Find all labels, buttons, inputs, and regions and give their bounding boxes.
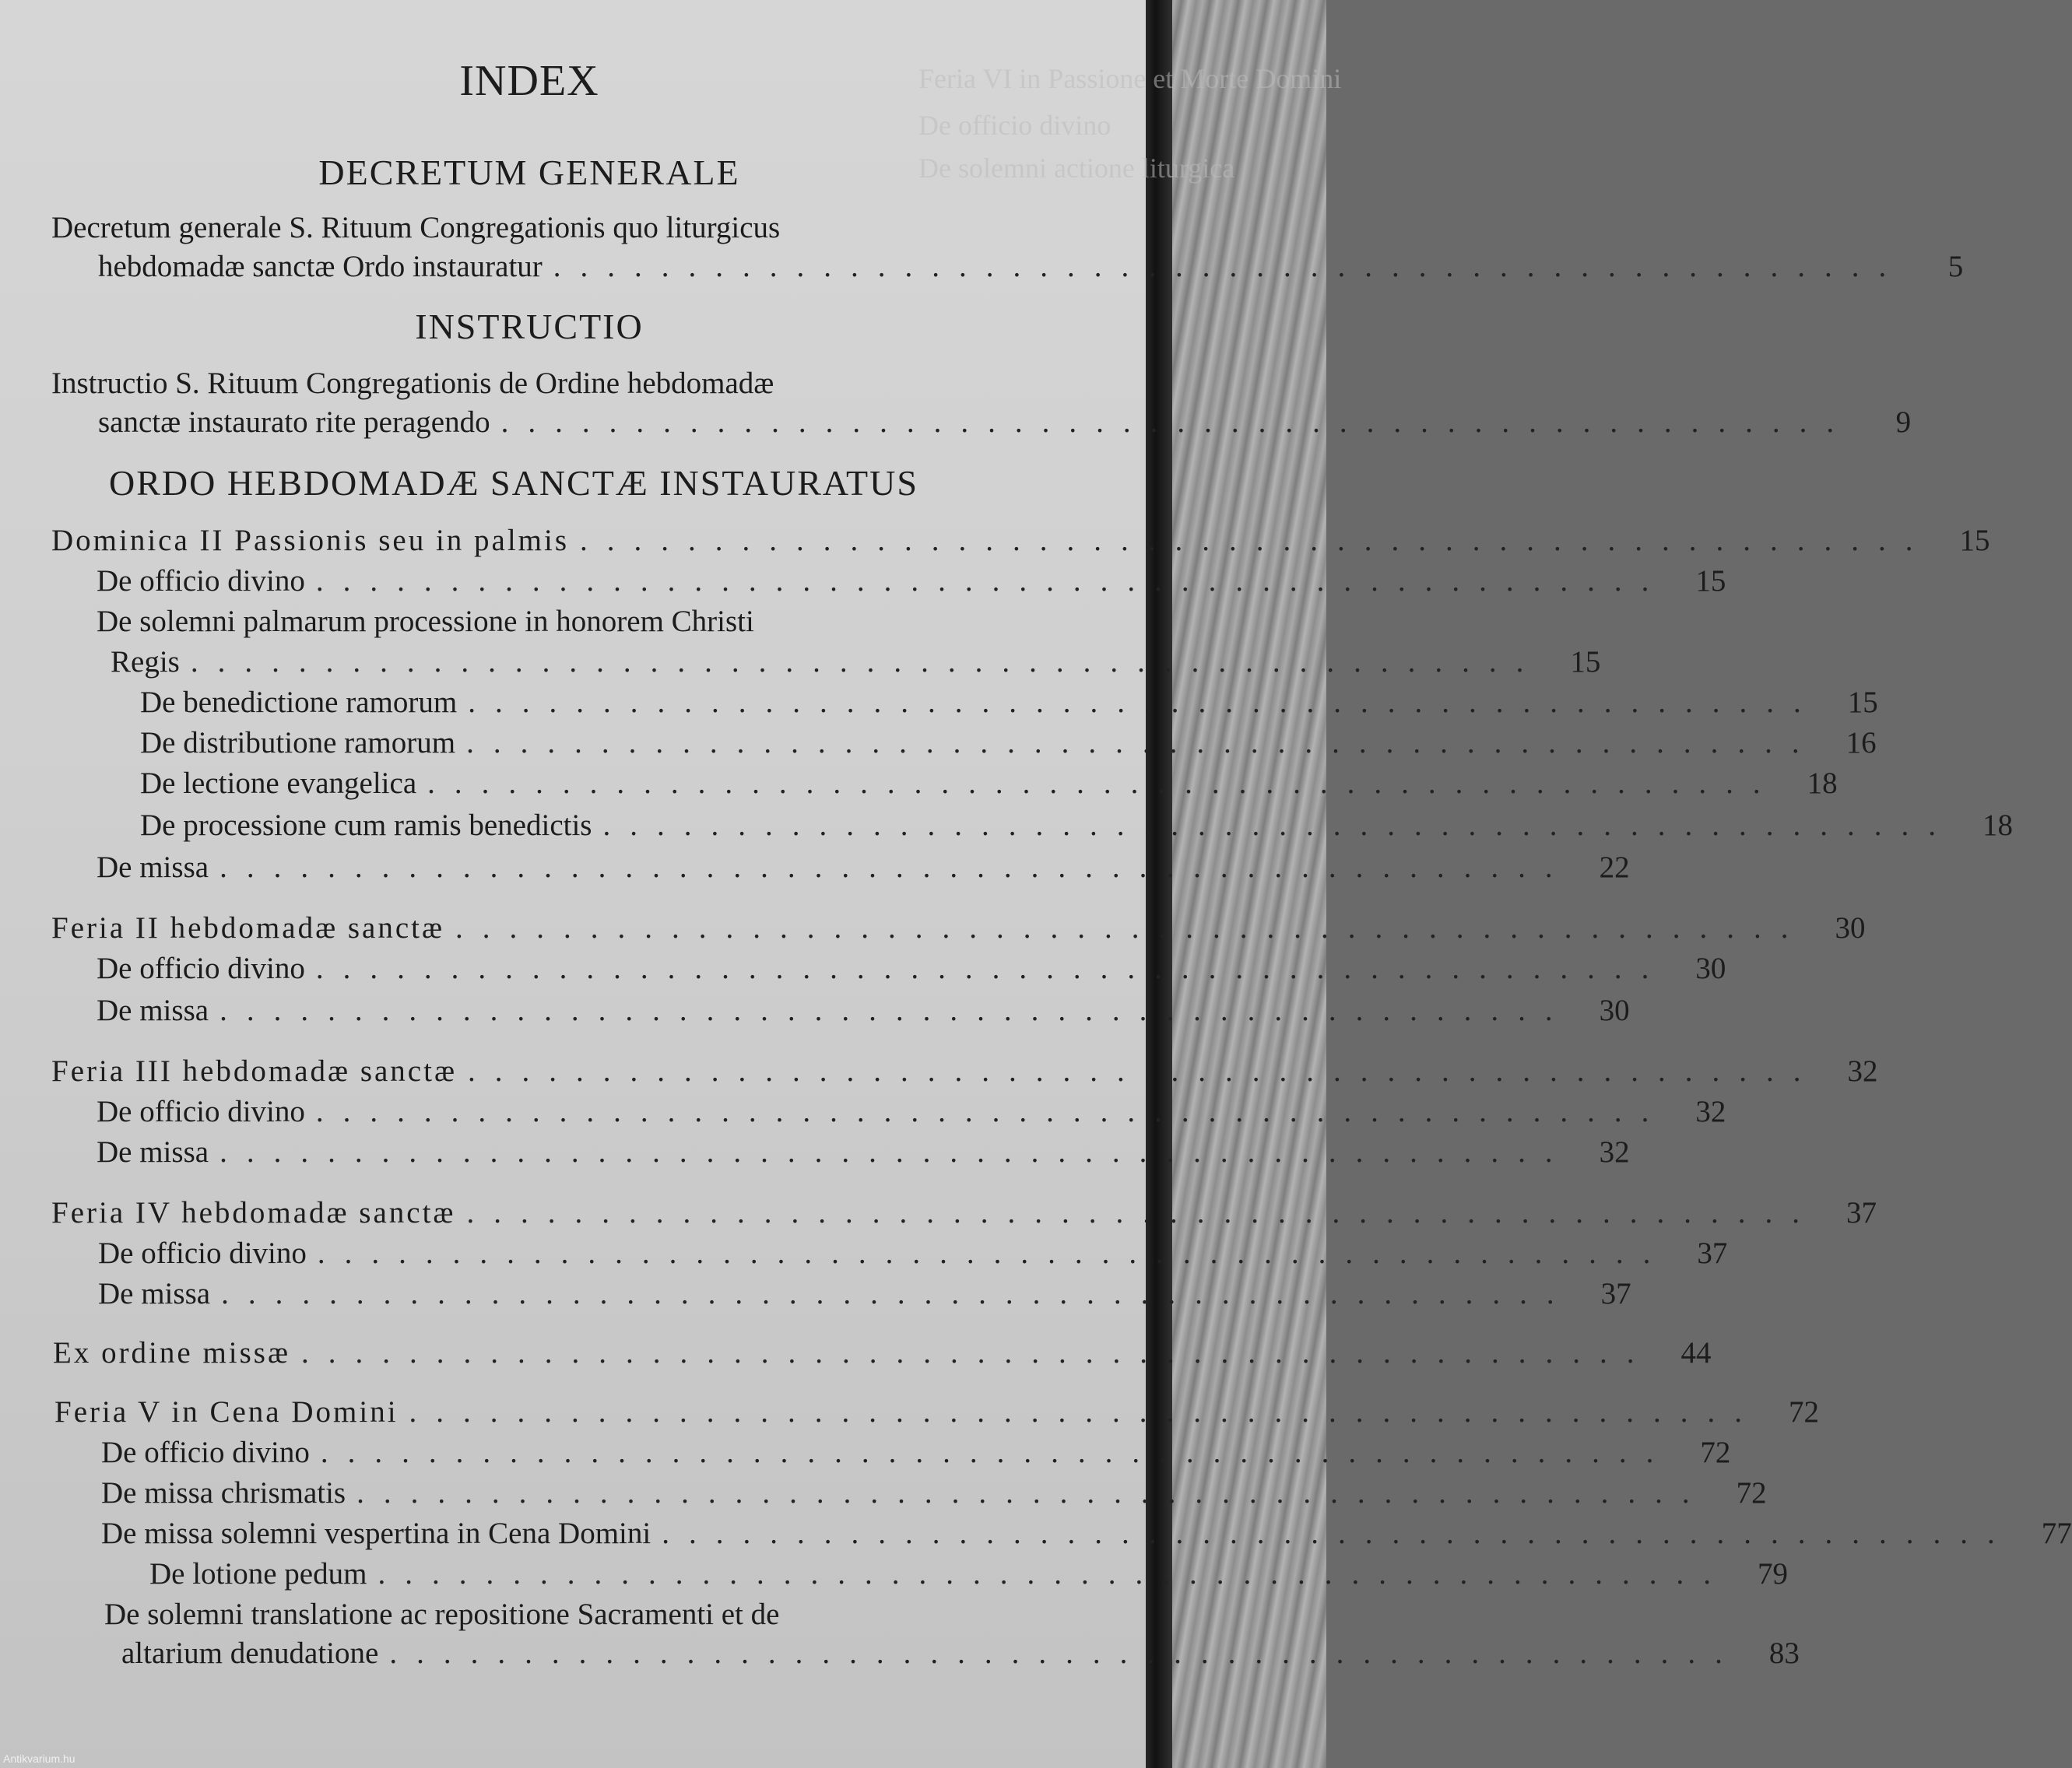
toc-page-number: 15 <box>1570 645 1601 679</box>
leader-dots: .................................................. <box>219 994 1572 1027</box>
toc-entry[interactable] <box>97 1093 1726 1131</box>
toc-entry[interactable] <box>98 1275 1631 1314</box>
leader-dots: .................................................. <box>427 766 1780 800</box>
toc-page-number: 44 <box>1680 1336 1712 1370</box>
decretum-text: Decretum generale S. Rituum Congregationis quo liturgicus <box>51 211 781 244</box>
toc-entry[interactable] <box>51 521 1990 560</box>
toc-entry[interactable] <box>140 806 2013 845</box>
leader-dots: .................................................. <box>378 1557 1730 1591</box>
toc-entry[interactable] <box>104 1595 945 1634</box>
leader-dots: .................................................. <box>553 250 1906 283</box>
toc-entry-label: De officio divino <box>97 952 305 985</box>
toc-page-number: 9 <box>1895 405 1912 439</box>
leader-dots: .................................................. <box>315 564 1669 598</box>
toc-entry-label: De solemni palmarum processione in honorem Christi <box>97 605 754 638</box>
toc-entry[interactable] <box>98 247 1964 286</box>
toc-entry-label: Regis <box>111 645 180 679</box>
toc-entry-label: De missa <box>97 851 209 884</box>
toc-page-number: 18 <box>1982 809 2013 842</box>
toc-entry[interactable] <box>140 683 1878 722</box>
toc-entry-label: De missa chrismatis <box>101 1476 346 1510</box>
toc-entry[interactable] <box>140 724 1877 763</box>
leader-dots: .................................................. <box>219 851 1572 884</box>
toc-entry-label: De distributione ramorum <box>140 726 456 759</box>
leader-dots: .................................................. <box>455 911 1808 945</box>
leader-dots: .................................................. <box>221 1277 1574 1310</box>
toc-entry[interactable] <box>54 1393 1820 1432</box>
toc-entry-label: De officio divino <box>97 1095 305 1128</box>
section-heading: INSTRUCTIO <box>415 307 644 346</box>
section-heading: ORDO HEBDOMADÆ SANCTÆ INSTAURATUS <box>109 463 918 503</box>
toc-entry-label: De missa <box>97 1135 209 1169</box>
toc-entry-label: De missa <box>98 1277 211 1310</box>
toc-entry[interactable] <box>51 1194 1877 1233</box>
toc-page-number: 5 <box>1947 250 1964 283</box>
leader-dots: .................................................. <box>580 524 1933 557</box>
toc-entry-label: De missa solemni vespertina in Cena Domini <box>101 1517 651 1550</box>
leader-dots: .................................................. <box>315 1095 1669 1128</box>
toc-entry-label: De officio divino <box>97 564 305 598</box>
toc-entry-label: Feria III hebdomadæ sanctæ <box>51 1054 457 1088</box>
toc-entry-label: Dominica II Passionis seu in palmis <box>51 524 570 557</box>
leader-dots: .................................................. <box>500 405 1854 439</box>
toc-entry-label: De lotione pedum <box>149 1557 367 1591</box>
toc-entry[interactable] <box>111 643 1601 682</box>
toc-entry[interactable] <box>140 764 1838 803</box>
toc-entry[interactable] <box>97 1133 1630 1172</box>
toc-page-number: 30 <box>1695 952 1726 985</box>
toc-entry-label: sanctæ instaurato rite peragendo <box>98 405 490 439</box>
toc-page-number: 79 <box>1757 1557 1788 1591</box>
toc-entry[interactable] <box>97 562 1726 601</box>
toc-entry-label: De solemni translatione ac repositione Sacramenti et de <box>104 1598 780 1631</box>
toc-entry[interactable] <box>101 1514 2072 1553</box>
toc-entry[interactable] <box>53 1334 1712 1373</box>
toc-page-number: 32 <box>1599 1135 1630 1169</box>
toc-entry[interactable] <box>101 1433 1731 1472</box>
leader-dots: .................................................. <box>389 1636 1742 1670</box>
toc-entry-label: Feria II hebdomadæ sanctæ <box>51 911 444 945</box>
instructio-text: Instructio S. Rituum Congregationis de Ordine hebdomadæ <box>51 367 774 400</box>
toc-page-number: 72 <box>1700 1436 1731 1469</box>
toc-entry[interactable] <box>101 1474 1767 1513</box>
leader-dots: .................................................. <box>320 1436 1673 1469</box>
toc-page-number: 18 <box>1807 766 1838 800</box>
leader-dots: .................................................. <box>468 686 1821 719</box>
watermark: Antikvarium.hu <box>3 1752 76 1765</box>
toc-page-number: 15 <box>1847 686 1878 719</box>
toc-entry[interactable] <box>97 949 1726 988</box>
toc-page-number: 30 <box>1599 994 1630 1027</box>
toc-page-number: 37 <box>1845 1196 1877 1230</box>
toc-page-number: 72 <box>1789 1395 1820 1429</box>
toc-page-number: 32 <box>1695 1095 1726 1128</box>
toc-entry[interactable] <box>149 1555 1788 1594</box>
toc-page-number: 22 <box>1599 851 1630 884</box>
toc-entry-label: De officio divino <box>101 1436 310 1469</box>
toc-entry[interactable] <box>97 602 953 641</box>
bleed-through-text: De solemni actione liturgica <box>918 153 1235 184</box>
toc-entry-label: hebdomadæ sanctæ Ordo instauratur <box>98 250 543 283</box>
toc-entry[interactable] <box>97 848 1630 887</box>
toc-page-number: 30 <box>1835 911 1866 945</box>
section-heading: DECRETUM GENERALE <box>318 153 740 192</box>
leader-dots: .................................................. <box>662 1517 2014 1550</box>
leader-dots: .................................................. <box>409 1395 1762 1429</box>
leader-dots: .................................................. <box>356 1476 1709 1510</box>
toc-entry-label: De lectione evangelica <box>140 766 417 800</box>
leader-dots: .................................................. <box>317 1237 1670 1270</box>
toc-entry[interactable] <box>121 1634 1800 1673</box>
index-title: INDEX <box>459 57 599 105</box>
leader-dots: .................................................. <box>602 809 1955 842</box>
leader-dots: .................................................. <box>467 1054 1821 1088</box>
toc-entry-label: De missa <box>97 994 209 1027</box>
leader-dots: .................................................. <box>190 645 1543 679</box>
toc-page-number: 37 <box>1697 1237 1728 1270</box>
bleed-through-text: De officio divino <box>918 110 1112 141</box>
toc-entry-label: De processione cum ramis benedictis <box>140 809 592 842</box>
leader-dots: .................................................. <box>466 1196 1819 1230</box>
toc-page-number: 15 <box>1695 564 1726 598</box>
toc-entry[interactable] <box>51 1052 1878 1091</box>
toc-page-number: 77 <box>2041 1517 2072 1550</box>
toc-page-number: 16 <box>1845 726 1877 759</box>
toc-page-number: 83 <box>1768 1636 1800 1670</box>
toc-entry-label: Ex ordine missæ <box>53 1336 290 1370</box>
toc-entry-label: De benedictione ramorum <box>140 686 458 719</box>
leader-dots: .................................................. <box>219 1135 1572 1169</box>
toc-entry[interactable] <box>97 991 1630 1030</box>
toc-entry[interactable] <box>51 909 1866 948</box>
toc-entry-label: altarium denudatione <box>121 1636 379 1670</box>
leader-dots: .................................................. <box>315 952 1669 985</box>
toc-page-number: 37 <box>1600 1277 1631 1310</box>
toc-page-number: 32 <box>1847 1054 1878 1088</box>
toc-entry[interactable] <box>98 1234 1728 1273</box>
toc-entry-label: De officio divino <box>98 1237 307 1270</box>
toc-page-number: 72 <box>1736 1476 1767 1510</box>
toc-entry-label: Feria V in Cena Domini <box>54 1395 399 1429</box>
toc-entry[interactable] <box>98 403 1912 442</box>
toc-entry-label: Feria IV hebdomadæ sanctæ <box>51 1196 456 1230</box>
bleed-through-text: Feria VI in Passione et Morte Domini <box>918 63 1342 94</box>
leader-dots: .................................................. <box>466 726 1819 759</box>
leader-dots: .................................................. <box>301 1336 1654 1370</box>
toc-page-number: 15 <box>1959 524 1990 557</box>
